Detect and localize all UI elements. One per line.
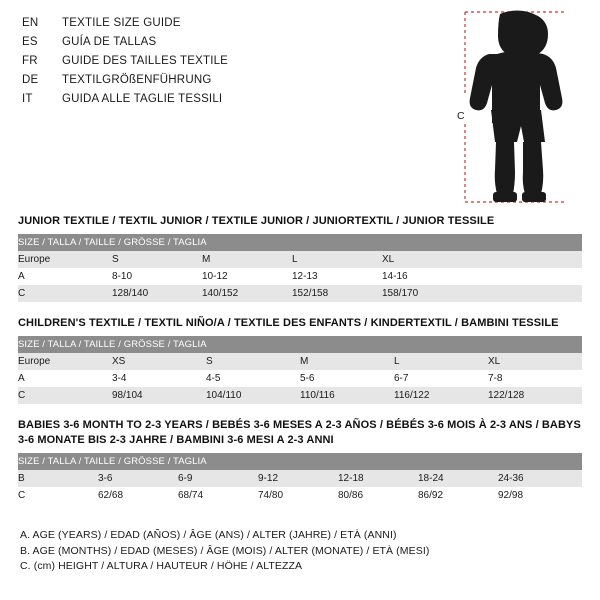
header-row-fr bbox=[22, 52, 442, 71]
table-row bbox=[18, 251, 582, 268]
table-row bbox=[18, 285, 582, 302]
table-head-label-junior: SIZE / TALLA / TAILLE / GRÖSSE / TAGLIA bbox=[18, 234, 582, 251]
cell: L bbox=[394, 353, 488, 370]
table-row bbox=[18, 234, 582, 251]
header-row-de bbox=[22, 71, 442, 90]
cell: 110/116 bbox=[300, 387, 394, 404]
cell: 92/98 bbox=[498, 487, 582, 504]
lang-code-it: IT bbox=[22, 93, 33, 105]
section-title-junior: JUNIOR TEXTILE / TEXTIL JUNIOR / TEXTILE JUNIOR / JUNIORTEXTIL / JUNIOR TESSILE bbox=[18, 215, 495, 227]
cell: 10-12 bbox=[202, 268, 292, 285]
lang-code-fr: FR bbox=[22, 55, 38, 67]
cell: XS bbox=[112, 353, 206, 370]
table-children bbox=[18, 336, 582, 404]
section-title-children: CHILDREN'S TEXTILE / TEXTIL NIÑO/A / TEXTILE DES ENFANTS / KINDERTEXTIL / BAMBINI TESSILE bbox=[18, 317, 559, 329]
lang-code-en: EN bbox=[22, 17, 39, 29]
cell: 80/86 bbox=[338, 487, 418, 504]
cell: 12-18 bbox=[338, 470, 418, 487]
lang-title-fr: GUIDE DES TAILLES TEXTILE bbox=[62, 55, 229, 67]
cell: M bbox=[202, 251, 292, 268]
cell: 62/68 bbox=[98, 487, 178, 504]
cell: 8-10 bbox=[112, 268, 202, 285]
lang-title-it: GUIDA ALLE TAGLIE TESSILI bbox=[62, 93, 223, 105]
row-label: C bbox=[18, 387, 112, 404]
cell: 7-8 bbox=[488, 370, 582, 387]
table-row bbox=[18, 487, 582, 504]
measure-label-c: C bbox=[457, 110, 465, 122]
cell: 6-7 bbox=[394, 370, 488, 387]
cell: S bbox=[112, 251, 202, 268]
cell: 86/92 bbox=[418, 487, 498, 504]
table-row bbox=[18, 470, 582, 487]
legend-notes bbox=[20, 528, 580, 575]
header-row-es bbox=[22, 33, 442, 52]
table-row bbox=[18, 336, 582, 353]
cell: 3-6 bbox=[98, 470, 178, 487]
cell: 140/152 bbox=[202, 285, 292, 302]
child-silhouette-icon bbox=[455, 6, 585, 206]
cell: 98/104 bbox=[112, 387, 206, 404]
cell: 128/140 bbox=[112, 285, 202, 302]
table-babies bbox=[18, 453, 582, 504]
cell: 158/170 bbox=[382, 285, 472, 302]
cell: 74/80 bbox=[258, 487, 338, 504]
section-babies-textile bbox=[18, 418, 582, 504]
cell: 9-12 bbox=[258, 470, 338, 487]
cell: M bbox=[300, 353, 394, 370]
language-header bbox=[22, 14, 442, 109]
table-junior bbox=[18, 234, 582, 302]
note-height: C. (cm) HEIGHT / ALTURA / HAUTEUR / HÖHE / ALTEZZA bbox=[20, 560, 303, 572]
cell: 116/122 bbox=[394, 387, 488, 404]
cell: 12-13 bbox=[292, 268, 382, 285]
cell: 104/110 bbox=[206, 387, 300, 404]
cell: 24-36 bbox=[498, 470, 582, 487]
table-head-label-children: SIZE / TALLA / TAILLE / GRÖSSE / TAGLIA bbox=[18, 336, 582, 353]
row-label: C bbox=[18, 285, 112, 302]
table-row bbox=[18, 387, 582, 404]
table-head-label-babies: SIZE / TALLA / TAILLE / GRÖSSE / TAGLIA bbox=[18, 453, 582, 470]
section-children-textile bbox=[18, 316, 582, 404]
cell: 18-24 bbox=[418, 470, 498, 487]
header-row-it bbox=[22, 90, 442, 109]
cell: 6-9 bbox=[178, 470, 258, 487]
row-label: B bbox=[18, 470, 98, 487]
cell: 4-5 bbox=[206, 370, 300, 387]
row-label: A bbox=[18, 370, 112, 387]
note-age-months: B. AGE (MONTHS) / EDAD (MESES) / ÂGE (MOIS) / ALTER (MONATE) / ETÀ (MESI) bbox=[20, 544, 430, 557]
table-row bbox=[18, 353, 582, 370]
cell: 122/128 bbox=[488, 387, 582, 404]
row-label: C bbox=[18, 487, 98, 504]
cell: 68/74 bbox=[178, 487, 258, 504]
row-label: Europe bbox=[18, 353, 112, 370]
lang-code-de: DE bbox=[22, 74, 39, 86]
cell: L bbox=[292, 251, 382, 268]
cell: 152/158 bbox=[292, 285, 382, 302]
cell: XL bbox=[382, 251, 472, 268]
cell: XL bbox=[488, 353, 582, 370]
table-row bbox=[18, 453, 582, 470]
cell: S bbox=[206, 353, 300, 370]
table-row bbox=[18, 268, 582, 285]
lang-code-es: ES bbox=[22, 36, 38, 48]
lang-title-en: TEXTILE SIZE GUIDE bbox=[62, 17, 181, 29]
header-row-en bbox=[22, 14, 442, 33]
child-silhouette-figure bbox=[455, 6, 585, 206]
cell: 5-6 bbox=[300, 370, 394, 387]
row-label: A bbox=[18, 268, 112, 285]
cell: 14-16 bbox=[382, 268, 472, 285]
cell: 3-4 bbox=[112, 370, 206, 387]
lang-title-es: GUÍA DE TALLAS bbox=[62, 36, 157, 48]
section-title-babies: BABIES 3-6 MONTH TO 2-3 YEARS / BEBÉS 3-6 MESES A 2-3 AÑOS / BÉBÉS 3-6 MOIS À 2-3 ANS / BABYS 3-6 MONATE BIS 2-3 JAHRE / BAMBINI 3-6 MESI A 2-3 ANNI bbox=[18, 419, 581, 446]
note-age-years: A. AGE (YEARS) / EDAD (AÑOS) / ÂGE (ANS) / ALTER (JAHRE) / ETÀ (ANNI) bbox=[20, 529, 397, 541]
row-label: Europe bbox=[18, 251, 112, 268]
section-junior-textile bbox=[18, 214, 582, 302]
lang-title-de: TEXTILGRÖßENFÜHRUNG bbox=[62, 74, 212, 86]
table-row bbox=[18, 370, 582, 387]
